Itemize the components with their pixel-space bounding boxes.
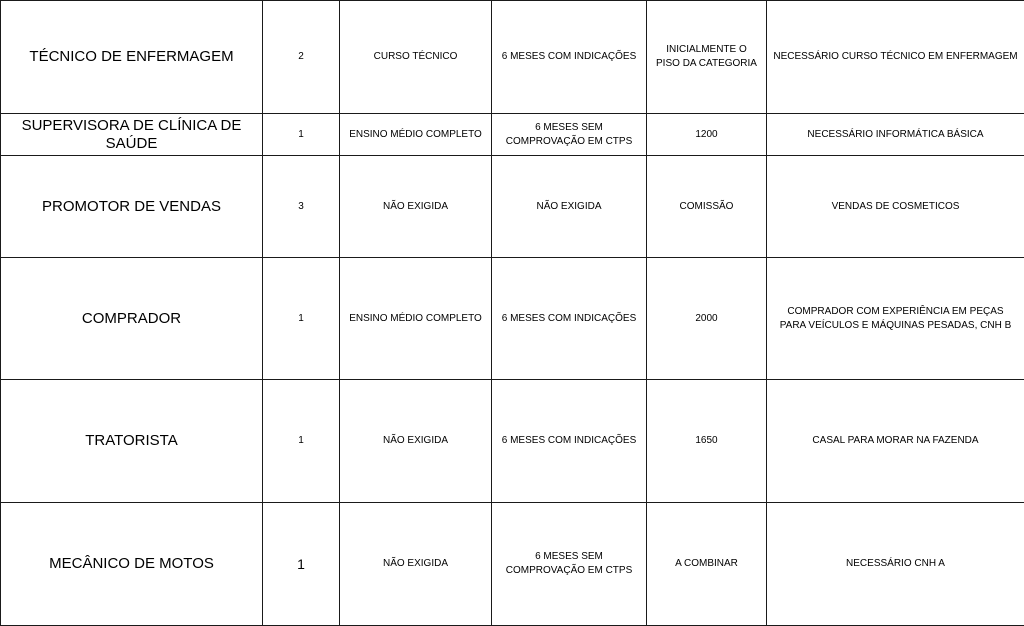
- education-cell: NÃO EXIGIDA: [340, 156, 492, 258]
- experience-cell: 6 MESES SEM COMPROVAÇÃO EM CTPS: [492, 114, 647, 156]
- table-row: [1, 380, 1024, 503]
- experience-cell: 6 MESES COM INDICAÇÕES: [492, 380, 647, 503]
- experience-cell: NÃO EXIGIDA: [492, 156, 647, 258]
- table-row: [1, 156, 1024, 258]
- salary-cell: COMISSÃO: [647, 156, 767, 258]
- vacancies-cell: 1: [263, 503, 340, 626]
- salary-cell: 2000: [647, 258, 767, 380]
- notes-cell: COMPRADOR COM EXPERIÊNCIA EM PEÇAS PARA VEÍCULOS E MÁQUINAS PESADAS, CNH B: [767, 258, 1024, 380]
- salary-cell: 1650: [647, 380, 767, 503]
- notes-cell: NECESSÁRIO INFORMÁTICA BÁSICA: [767, 114, 1024, 156]
- vacancies-cell: 1: [263, 114, 340, 156]
- experience-cell: 6 MESES COM INDICAÇÕES: [492, 258, 647, 380]
- notes-cell: NECESSÁRIO CNH A: [767, 503, 1024, 626]
- education-cell: ENSINO MÉDIO COMPLETO: [340, 258, 492, 380]
- notes-cell: NECESSÁRIO CURSO TÉCNICO EM ENFERMAGEM: [767, 1, 1024, 114]
- table-row: [1, 1, 1024, 114]
- education-cell: NÃO EXIGIDA: [340, 503, 492, 626]
- salary-cell: A COMBINAR: [647, 503, 767, 626]
- vacancies-cell: 1: [263, 258, 340, 380]
- job-title-cell: TRATORISTA: [1, 380, 263, 503]
- notes-cell: VENDAS DE COSMETICOS: [767, 156, 1024, 258]
- notes-cell: CASAL PARA MORAR NA FAZENDA: [767, 380, 1024, 503]
- education-cell: NÃO EXIGIDA: [340, 380, 492, 503]
- table-row: [1, 114, 1024, 156]
- job-title-cell: MECÂNICO DE MOTOS: [1, 503, 263, 626]
- table-row: [1, 258, 1024, 380]
- job-title-cell: TÉCNICO DE ENFERMAGEM: [1, 1, 263, 114]
- education-cell: CURSO TÉCNICO: [340, 1, 492, 114]
- vacancies-cell: 3: [263, 156, 340, 258]
- education-cell: ENSINO MÉDIO COMPLETO: [340, 114, 492, 156]
- experience-cell: 6 MESES SEM COMPROVAÇÃO EM CTPS: [492, 503, 647, 626]
- vacancies-cell: 1: [263, 380, 340, 503]
- job-title-cell: PROMOTOR DE VENDAS: [1, 156, 263, 258]
- salary-cell: INICIALMENTE O PISO DA CATEGORIA: [647, 1, 767, 114]
- job-title-cell: SUPERVISORA DE CLÍNICA DE SAÚDE: [1, 114, 263, 156]
- salary-cell: 1200: [647, 114, 767, 156]
- vacancies-cell: 2: [263, 1, 340, 114]
- table-row: [1, 503, 1024, 626]
- experience-cell: 6 MESES COM INDICAÇÕES: [492, 1, 647, 114]
- job-title-cell: COMPRADOR: [1, 258, 263, 380]
